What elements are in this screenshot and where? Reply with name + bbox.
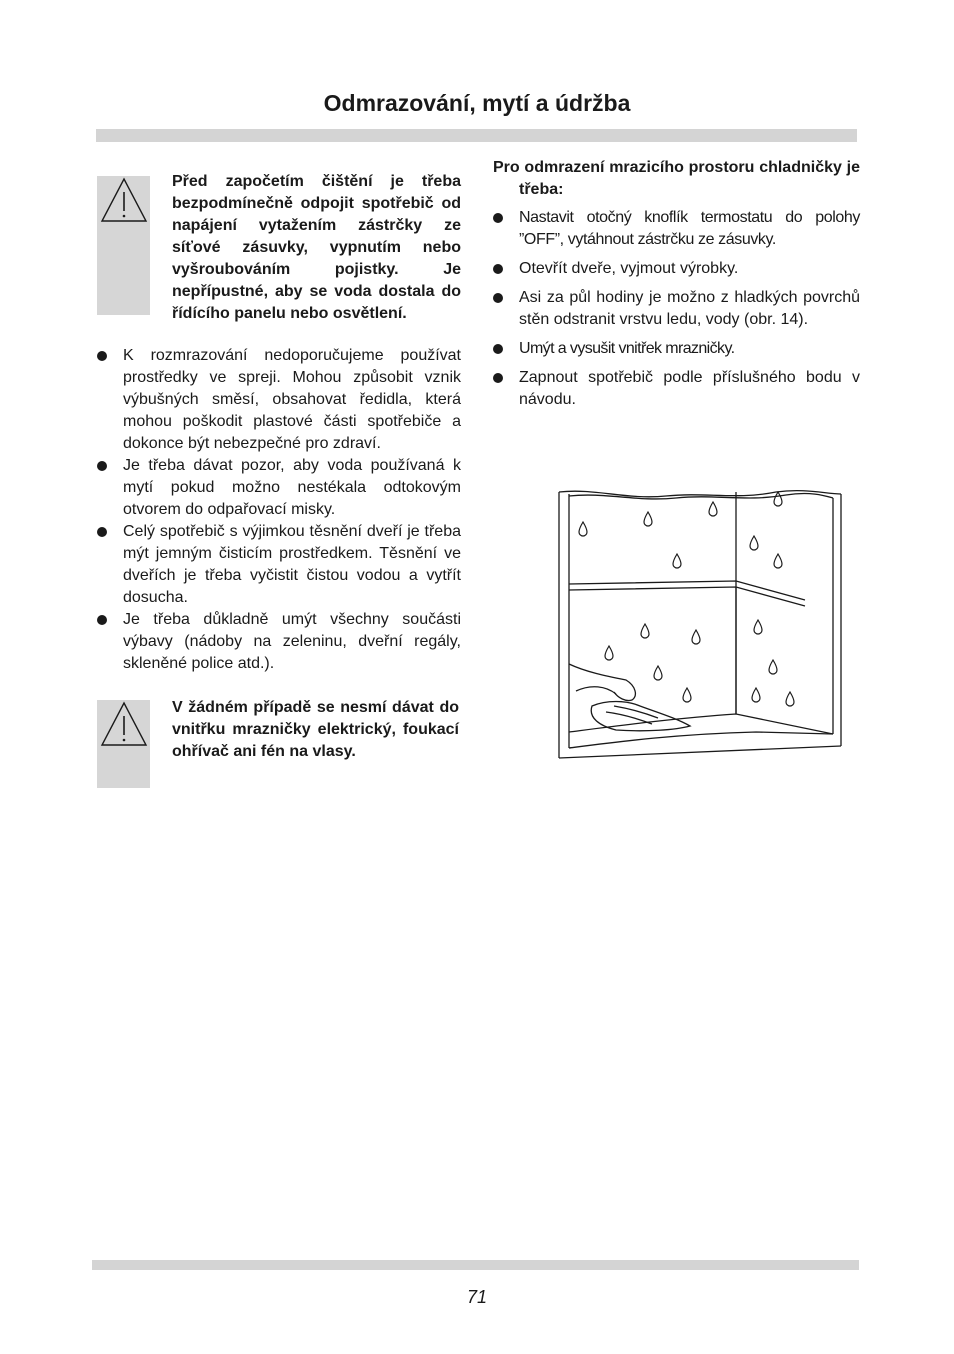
right-bullet-list: [493, 207, 860, 411]
left-bullet-list: [97, 345, 461, 675]
warning-box-1: [97, 176, 150, 315]
bullet-dot-icon: [493, 293, 503, 303]
list-item: Je třeba důkladně umýt všechny součásti výbavy (nádoby na zeleninu, dveřní regály, skleněné police atd.).: [97, 609, 461, 675]
bullet-dot-icon: [493, 344, 503, 354]
bullet-dot-icon: [493, 264, 503, 274]
page-number: 71: [466, 1287, 488, 1307]
warning-text-2: V žádném případě se nesmí dávat do vnitřku mrazničky elektrický, foukací ohřívač ani fén na vlasy.: [172, 699, 459, 760]
list-item: Celý spotřebič s výjimkou těsnění dveří je třeba mýt jemným čisticím prostředkem. Těsnění ve dveřích je třeba vyčistit čistou vodou a vytřít dosucha.: [97, 521, 461, 609]
page-title: Odmrazování, mytí a údržba: [323, 90, 631, 116]
warning-triangle-icon: [99, 176, 149, 226]
warning-box-2: [97, 700, 150, 788]
bullet-dot-icon: [493, 213, 503, 223]
bullet-dot-icon: [97, 351, 107, 361]
list-item: Je třeba dávat pozor, aby voda používaná k mytí pokud možno nestékala odtokovým otvorem do odpařovací misky.: [97, 455, 461, 521]
bullet-dot-icon: [97, 461, 107, 471]
footer-rule: [92, 1260, 859, 1270]
header-rule: [96, 129, 857, 142]
list-item: Zapnout spotřebič podle příslušného bodu v návodu.: [493, 367, 860, 411]
warning-triangle-icon: [99, 700, 149, 750]
bullet-dot-icon: [97, 527, 107, 537]
bullet-dot-icon: [493, 373, 503, 383]
list-item: K rozmrazování nedoporučujeme používat prostředky ve spreji. Mohou způsobit vznik výbušných směsí, obsahovat ředidla, která mohou poškodit plastové části spotřebiče a dokonce být nebezpečné pro zdraví.: [97, 345, 461, 455]
warning-text-1: Před započetím čištění je třeba bezpodmínečně odpojit spotřebič od napájení vytažením zástrčky ze síťové zásuvky, vypnutím nebo vyšroubováním pojistky. Je nepřípustné, aby se voda dostala do řídícího panelu nebo osvětlení.: [172, 173, 461, 322]
list-item: Nastavit otočný knoflík termostatu do polohy ”OFF”, vytáhnout zástrčku ze zásuvky.: [493, 207, 860, 251]
list-item: Umýt a vysušit vnitřek mrazničky.: [493, 338, 860, 360]
bullet-dot-icon: [97, 615, 107, 625]
list-item: Otevřít dveře, vyjmout výrobky.: [493, 258, 860, 280]
defrost-heading: Pro odmrazení mrazicího prostoru chladničky je třeba:: [493, 159, 860, 198]
freezer-cleaning-illustration: [556, 486, 846, 761]
list-item: Asi za půl hodiny je možno z hladkých povrchů stěn odstranit vrstvu ledu, vody (obr. 14).: [493, 287, 860, 331]
